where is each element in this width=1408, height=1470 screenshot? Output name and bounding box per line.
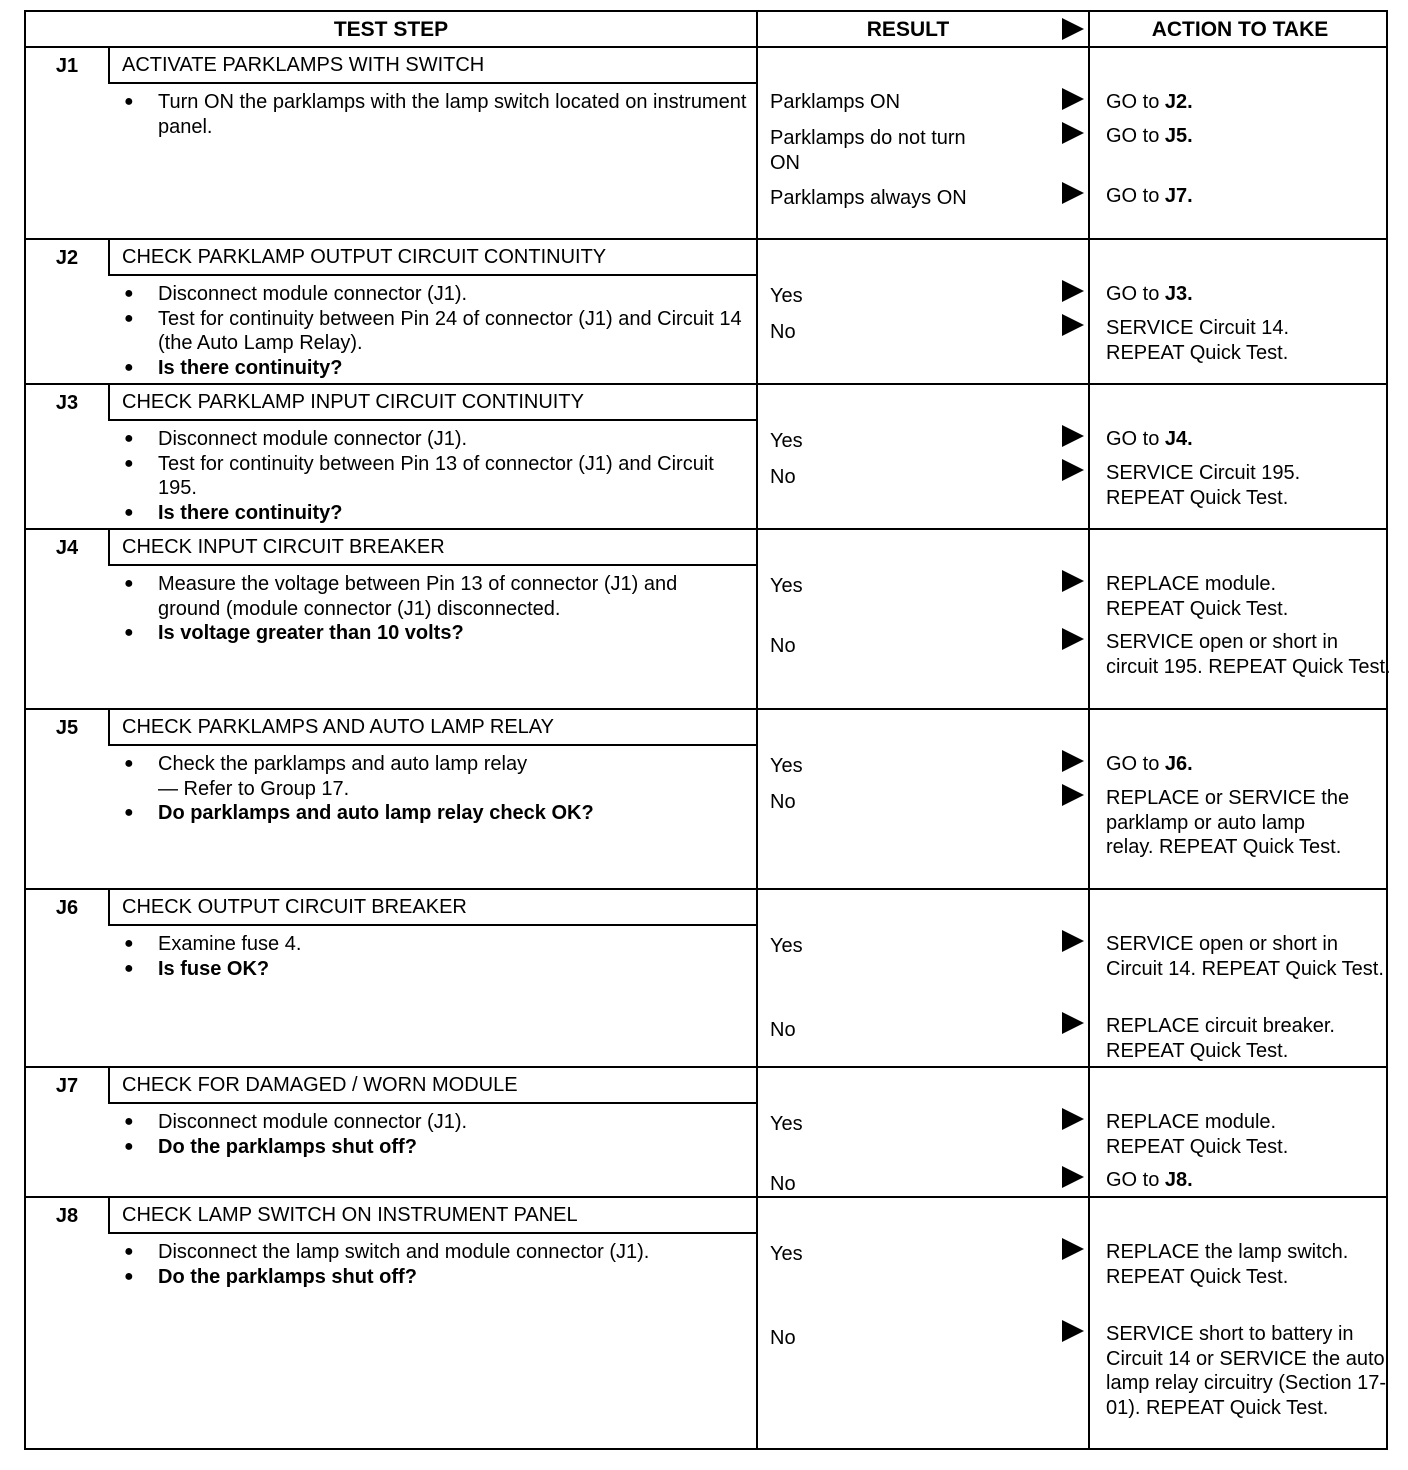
arrow-icon (1062, 628, 1084, 650)
step-bullets (118, 752, 748, 826)
step-j8 (26, 1198, 1386, 1448)
bullet-item: ● Do the parklamps shut off? (118, 1135, 748, 1160)
bullet-subitem: — Refer to Group 17. (158, 777, 350, 800)
bullet-item: ● Do parklamps and auto lamp relay check OK? (118, 801, 748, 826)
step-id: J3 (55, 392, 79, 414)
arrow-icon (1062, 182, 1084, 204)
result-text: Parklamps do not turn ON (770, 127, 966, 174)
action-text: GO to J8. (1106, 1169, 1193, 1191)
step-title: CHECK LAMP SWITCH ON INSTRUMENT PANEL (108, 1198, 758, 1234)
step-bullets (118, 1240, 748, 1289)
arrow-icon (1062, 1012, 1084, 1034)
step-title: CHECK OUTPUT CIRCUIT BREAKER (108, 890, 758, 926)
arrow-icon (1062, 314, 1084, 336)
step-id: J8 (55, 1205, 79, 1227)
step-id: J7 (55, 1075, 79, 1097)
action-text: SERVICE short to battery in Circuit 14 or SERVICE the auto lamp relay circuitry (Section 17-01). REPEAT Quick Test. (1106, 1323, 1387, 1419)
test-table (24, 10, 1391, 1450)
action-text: GO to J7. (1106, 185, 1193, 207)
step-title: CHECK PARKLAMP OUTPUT CIRCUIT CONTINUITY (108, 240, 758, 276)
bullet-item: ● Disconnect module connector (J1). (118, 1110, 748, 1135)
action-text: REPLACE the lamp switch. REPEAT Quick Test. (1106, 1241, 1349, 1288)
step-j6 (26, 890, 1386, 1068)
arrow-icon (1062, 425, 1084, 447)
bullet-item: ● Disconnect the lamp switch and module connector (J1). (118, 1240, 748, 1265)
action-text: GO to J6. (1106, 753, 1193, 775)
arrow-icon (1062, 1320, 1084, 1342)
result-text: Parklamps ON (770, 91, 901, 113)
result-text: No (770, 321, 796, 343)
bullet-item: ● Test for continuity between Pin 13 of connector (J1) and Circuit 195. (118, 452, 748, 501)
bullet-item: ● Test for continuity between Pin 24 of connector (J1) and Circuit 14 (the Auto Lamp Relay). (118, 307, 748, 356)
bullet-item: ● Disconnect module connector (J1). (118, 282, 748, 307)
result-text: No (770, 791, 796, 813)
arrow-icon (1062, 1238, 1084, 1260)
arrow-icon (1062, 18, 1084, 40)
action-text: SERVICE open or short in Circuit 14. REPEAT Quick Test. (1106, 933, 1384, 980)
step-id: J1 (55, 55, 79, 77)
result-text: Parklamps always ON (770, 187, 967, 209)
bullet-item: ● Disconnect module connector (J1). (118, 427, 748, 452)
step-bullets (118, 932, 748, 981)
result-text: Yes (770, 575, 803, 597)
arrow-icon (1062, 570, 1084, 592)
header-result: RESULT (866, 18, 950, 41)
result-text: Yes (770, 755, 803, 777)
arrow-icon (1062, 1108, 1084, 1130)
result-text: Yes (770, 285, 803, 307)
arrow-icon (1062, 122, 1084, 144)
step-title: CHECK PARKLAMP INPUT CIRCUIT CONTINUITY (108, 385, 758, 421)
step-bullets (118, 572, 748, 646)
action-text: SERVICE Circuit 14. REPEAT Quick Test. (1106, 317, 1290, 364)
header-action: ACTION TO TAKE (1151, 18, 1329, 41)
result-text: No (770, 635, 796, 657)
step-j3 (26, 385, 1386, 530)
step-j2 (26, 240, 1386, 385)
action-text: GO to J5. (1106, 125, 1193, 147)
step-bullets (118, 1110, 748, 1159)
step-j5 (26, 710, 1386, 890)
bullet-item: ● Turn ON the parklamps with the lamp switch located on instrument panel. (118, 90, 748, 139)
step-id: J6 (55, 897, 79, 919)
bullet-item: ● Is voltage greater than 10 volts? (118, 621, 748, 646)
result-text: Yes (770, 1113, 803, 1135)
result-text: No (770, 1019, 796, 1041)
step-id: J4 (55, 537, 79, 559)
action-text: GO to J2. (1106, 91, 1193, 113)
step-title: ACTIVATE PARKLAMPS WITH SWITCH (108, 48, 758, 84)
arrow-icon (1062, 280, 1084, 302)
step-id: J5 (55, 717, 79, 739)
arrow-icon (1062, 1166, 1084, 1188)
arrow-icon (1062, 459, 1084, 481)
table-header (26, 12, 1386, 48)
header-test-step: TEST STEP (333, 18, 449, 41)
step-title: CHECK PARKLAMPS AND AUTO LAMP RELAY (108, 710, 758, 746)
step-id: J2 (55, 247, 79, 269)
bullet-item: ● Measure the voltage between Pin 13 of connector (J1) and ground (module connector (J1) disconnected. (118, 572, 718, 621)
result-text: Yes (770, 935, 803, 957)
action-text: SERVICE open or short in circuit 195. REPEAT Quick Test. (1106, 631, 1391, 678)
bullet-item: ● Is fuse OK? (118, 957, 748, 982)
action-text: REPLACE circuit breaker. REPEAT Quick Test. (1106, 1015, 1335, 1062)
step-title: CHECK INPUT CIRCUIT BREAKER (108, 530, 758, 566)
result-text: No (770, 1173, 796, 1195)
arrow-icon (1062, 784, 1084, 806)
step-bullets (118, 282, 748, 380)
action-text: SERVICE Circuit 195. REPEAT Quick Test. (1106, 462, 1301, 509)
step-j4 (26, 530, 1391, 710)
arrow-icon (1062, 930, 1084, 952)
result-text: No (770, 466, 796, 488)
arrow-icon (1062, 750, 1084, 772)
bullet-item: ● Check the parklamps and auto lamp relay (118, 752, 748, 777)
step-title: CHECK FOR DAMAGED / WORN MODULE (108, 1068, 758, 1104)
step-bullets (118, 90, 748, 139)
action-text: GO to J3. (1106, 283, 1193, 305)
action-text: REPLACE module. REPEAT Quick Test. (1106, 1111, 1289, 1158)
bullet-item: ● Is there continuity? (118, 501, 748, 526)
bullet-item: ● Examine fuse 4. (118, 932, 748, 957)
step-j7 (26, 1068, 1386, 1198)
arrow-icon (1062, 88, 1084, 110)
step-j1 (26, 48, 1386, 240)
result-text: Yes (770, 430, 803, 452)
step-bullets (118, 427, 748, 525)
action-text: REPLACE module. REPEAT Quick Test. (1106, 573, 1289, 620)
result-text: Yes (770, 1243, 803, 1265)
action-text: REPLACE or SERVICE the parklamp or auto lamp relay. REPEAT Quick Test. (1106, 787, 1350, 858)
bullet-item: ● Do the parklamps shut off? (118, 1265, 748, 1290)
bullet-item: ● Is there continuity? (118, 356, 748, 381)
result-text: No (770, 1327, 796, 1349)
action-text: GO to J4. (1106, 428, 1193, 450)
